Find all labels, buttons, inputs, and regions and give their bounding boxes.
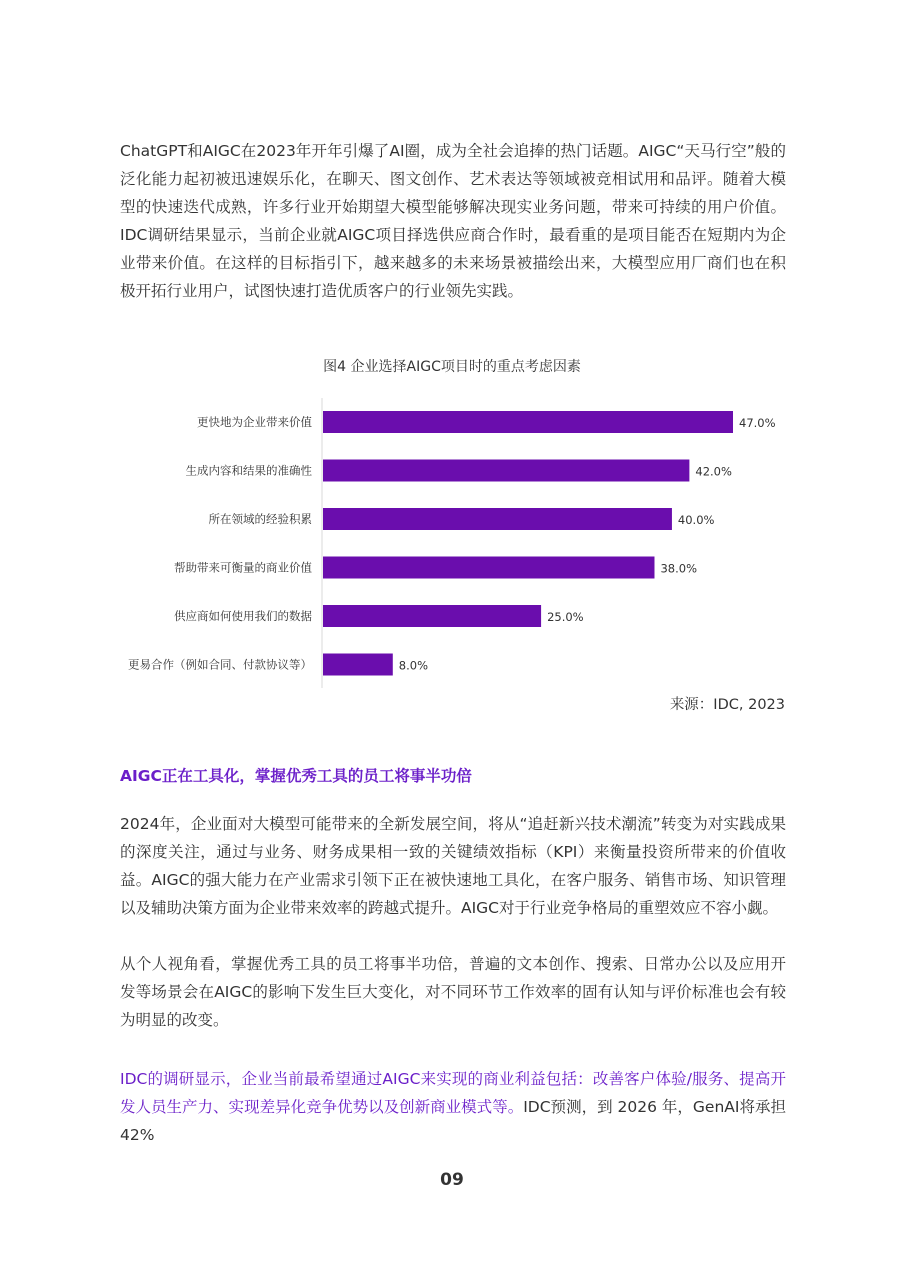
chart-source: 来源：IDC, 2023 (669, 697, 785, 713)
highlight-paragraph (120, 1065, 786, 1149)
bar (323, 411, 733, 433)
bar (323, 654, 393, 676)
body-paragraph: 从个人视角看，掌握优秀工具的员工将事半功倍，普遍的文本创作、搜索、日常办公以及应用开发等场景会在AIGC的影响下发生巨大变化，对不同环节工作效率的固有认知与评价标准也会有较为明显的改变。 (120, 955, 786, 1029)
intro-paragraph: ChatGPT和AIGC在2023年开年引爆了AI圈，成为全社会追捧的热门话题。AIGC“天马行空”般的泛化能力起初被迅速娱乐化，在聊天、图文创作、艺术表达等领域被竞相试用和品评。随着大模型的快速迭代成熟，许多行业开始期望大模型能够解决现实业务问题，带来可持续的用户价值。IDC调研结果显示，当前企业就AIGC项目择选供应商合作时，最看重的是项目能否在短期内为企业带来价值。在这样的目标指引下，越来越多的未来场景被描绘出来，大模型应用厂商们也在积极开拓行业用户，试图快速打造优质客户的行业领先实践。 (120, 142, 786, 300)
bar (323, 508, 672, 530)
category-label: 供应商如何使用我们的数据 (174, 609, 312, 623)
value-label: 38.0% (660, 561, 698, 576)
category-label: 所在领域的经验积累 (208, 512, 312, 526)
value-label: 8.0% (398, 658, 429, 673)
section-heading: AIGC正在工具化，掌握优秀工具的员工将事半功倍 (120, 767, 472, 785)
value-label: 42.0% (695, 464, 732, 479)
bar (323, 605, 541, 627)
chart-title: 图4 企业选择AIGC项目时的重点考虑因素 (323, 359, 581, 375)
body-paragraph: 2024年，企业面对大模型可能带来的全新发展空间，将从“追赶新兴技术潮流”转变为对实践成果的深度关注，通过与业务、财务成果相一致的关键绩效指标（KPI）来衡量投资所带来的价值收益。AIGC的强大能力在产业需求引领下正在被快速地工具化，在客户服务、销售市场、知识管理以及辅助决策方面为企业带来效率的跨越式提升。AIGC对于行业竞争格局的重塑效应不容小觑。 (120, 815, 786, 917)
category-label: 帮助带来可衡量的商业价值 (174, 560, 312, 575)
category-label: 生成内容和结果的准确性 (185, 463, 312, 478)
category-label: 更快地为企业带来价值 (197, 415, 312, 429)
bar (323, 460, 689, 482)
highlight-text: IDC的调研显示，企业当前最希望通过AIGC来实现的商业利益包括：改善客户体验/服务、提高开发人员生产力、实现差异化竞争优势以及创新商业模式等。 (120, 1070, 786, 1116)
category-label: 更易合作（例如合同、付款协议等） (128, 657, 312, 672)
value-label: 47.0% (739, 416, 776, 430)
value-label: 40.0% (677, 513, 715, 527)
page-number: 09 (440, 1170, 464, 1190)
body-text: IDC预测，到 2026 年，GenAI将承担 42% (120, 1098, 786, 1144)
bar (323, 557, 654, 579)
value-label: 25.0% (547, 610, 584, 624)
